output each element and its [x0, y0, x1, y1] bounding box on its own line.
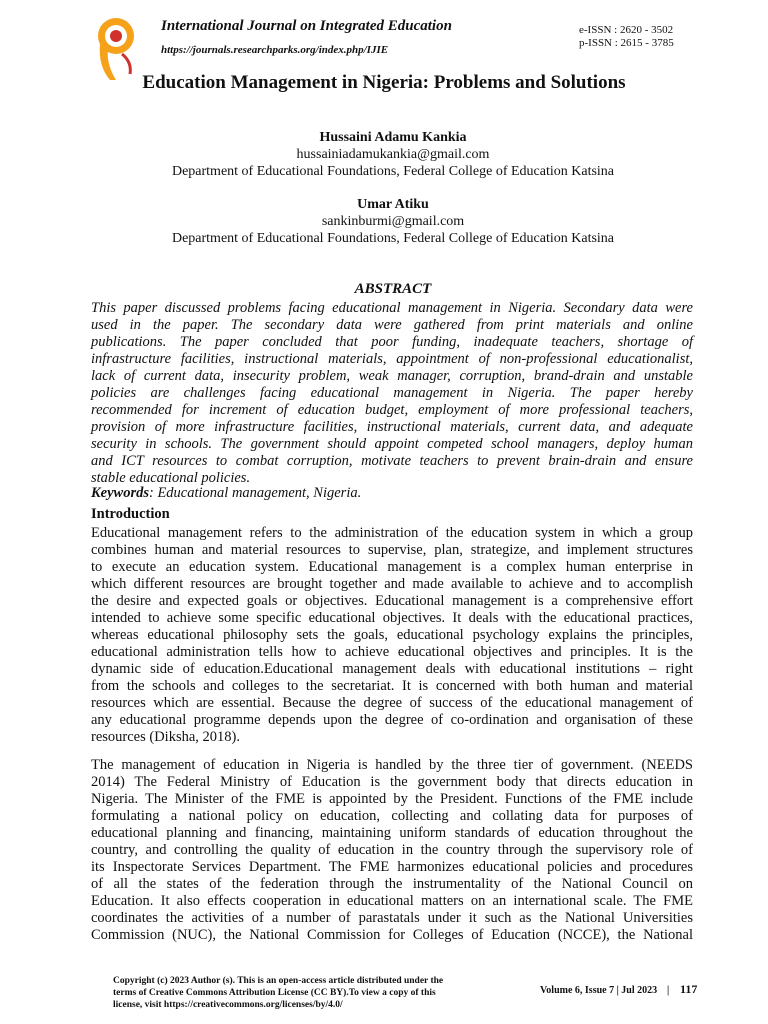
author-email[interactable]: hussainiadamukankia@gmail.com — [296, 147, 490, 162]
paragraph-line: Educational management refers to the administration of the education system in which a group — [91, 525, 693, 541]
p-issn: p-ISSN : 2615 - 3785 — [579, 37, 674, 49]
paragraph-line: intended to achieve some specific educational objectives. It deals with the educational practices, — [91, 610, 693, 626]
author-name: Hussaini Adamu Kankia — [319, 130, 467, 145]
paragraph-line: formulating a national policy on education, collecting and collating data for purposes of — [91, 808, 693, 824]
abstract-line: provision of more infrastructure facilities, instructional materials, current data, and adequate — [91, 419, 693, 435]
abstract-line: stable educational policies. — [91, 470, 251, 486]
copyright-notice — [113, 975, 493, 1011]
paragraph-line: resources which are essential. Because the degree of success of the educational management of — [91, 695, 693, 711]
paragraph-line: The management of education in Nigeria is handled by the three tier of government. (NEEDS — [91, 757, 693, 773]
abstract-line: infrastructure facilities, instructional materials, appointment of non-professional educationalist, — [91, 351, 693, 367]
paragraph-line: from the schools and colleges to the secretariat. It is concerned with both human and material — [91, 678, 693, 694]
keywords — [91, 485, 361, 502]
paragraph-line: its Inspectorate Services Department. The FME harmonizes educational policies and procedures — [91, 859, 693, 875]
paragraph-line: dynamic side of education.Educational management deals with educational institutions – right — [91, 661, 693, 677]
paragraph-line: whereas educational philosophy sets the goals, educational psychology explains the principles, — [91, 627, 693, 643]
paragraph-line: Commission (NUC), the National Commission for Colleges of Education (NCCE), the National — [91, 927, 693, 943]
paragraph-line: combines human and material resources to supervise, plan, strategize, and implement structures — [91, 542, 693, 558]
paragraph-line: any educational programme depends upon the degree of co-ordination and organisation of these — [91, 712, 693, 728]
paragraph-line: country, and controlling the quality of education in the country through the supervisory role of — [91, 842, 693, 858]
abstract-line: lack of current data, insecurity problem, weak manager, corruption, brand-drain and unstable — [91, 368, 693, 384]
journal-url-link[interactable]: https://journals.researchparks.org/index.php/IJIE — [161, 44, 389, 56]
abstract-line: security in schools. The government should appoint competed school managers, deploy human — [91, 436, 693, 452]
author-affiliation: Department of Educational Foundations, Federal College of Education Katsina — [171, 164, 615, 179]
intro-paragraph-2 — [91, 757, 693, 944]
copyright-line: Copyright (c) 2023 Author (s). This is an open-access article distributed under the — [113, 976, 444, 986]
paragraph-line: Education. It also effects cooperation in educational matters on an international scale. The FME — [91, 893, 693, 909]
paragraph-line: resources (Diksha, 2018). — [91, 729, 240, 745]
introduction-heading: Introduction — [91, 506, 170, 522]
paragraph-line: to execute an education system. Educational management is a complex human enterprise in — [91, 559, 693, 575]
author-email[interactable]: sankinburmi@gmail.com — [321, 214, 465, 229]
paragraph-line: 2014) The Federal Ministry of Education is the government body that directs education in — [91, 774, 693, 790]
abstract-line: used in the paper. The secondary data were gathered from print materials and online — [91, 317, 693, 333]
paragraph-line: the desire and expected goals or objectives. Educational management is a comprehensive effort — [91, 593, 693, 609]
copyright-line: license, visit https://creativecommons.org/licenses/by/4.0/ — [113, 1000, 343, 1010]
abstract-body — [91, 300, 693, 487]
paragraph-line: educational planning and financing, maintaining uniform standards of education throughout the — [91, 825, 693, 841]
footer-separator: | — [667, 985, 670, 996]
journal-name: International Journal on Integrated Education — [161, 18, 452, 34]
abstract-line: policies are challenges facing educational management in Nigeria. The paper hereby — [91, 385, 693, 401]
issn-block — [579, 24, 674, 50]
author-affiliation: Department of Educational Foundations, Federal College of Education Katsina — [171, 231, 615, 246]
keywords-text: : Educational management, Nigeria. — [149, 485, 362, 501]
copyright-line: terms of Creative Commons Attribution License (CC BY).To view a copy of this — [113, 988, 436, 998]
paragraph-line: educational administration tells how to achieve educational objectives and principles. It is the — [91, 644, 693, 660]
paragraph-line: coordinates the activities of a number of parastatals under it such as the National Universities — [91, 910, 693, 926]
author-1 — [0, 129, 768, 180]
author-name: Umar Atiku — [357, 197, 429, 212]
keywords-label: Keywords — [91, 485, 149, 501]
intro-paragraph-1 — [91, 525, 693, 746]
page-number: 117 — [680, 982, 698, 996]
paragraph-line: which different resources are brought together and made available to achieve and to accomplish — [91, 576, 693, 592]
paper-title: Education Management in Nigeria: Problems and Solutions — [142, 72, 626, 93]
abstract-line: This paper discussed problems facing educational management in Nigeria. Secondary data were — [91, 300, 693, 316]
abstract-line: recommended for increment of education budget, employment of more professional teachers, — [91, 402, 693, 418]
abstract-line: publications. The paper concluded that poor funding, inadequate teachers, shortage of — [91, 334, 693, 350]
author-2 — [0, 196, 768, 247]
abstract-heading: ABSTRACT — [354, 281, 432, 297]
paragraph-line: of all the states of the federation through the instrumentality of the National Council on — [91, 876, 693, 892]
e-issn: e-ISSN : 2620 - 3502 — [579, 24, 674, 36]
abstract-line: and ICT resources to combat corruption, motivate teachers to prevent brain-drain and ensure — [91, 453, 693, 469]
paragraph-line: Nigeria. The Minister of the FME is appointed by the President. Functions of the FME include — [91, 791, 693, 807]
volume-info: Volume 6, Issue 7 | Jul 2023 — [540, 985, 658, 996]
